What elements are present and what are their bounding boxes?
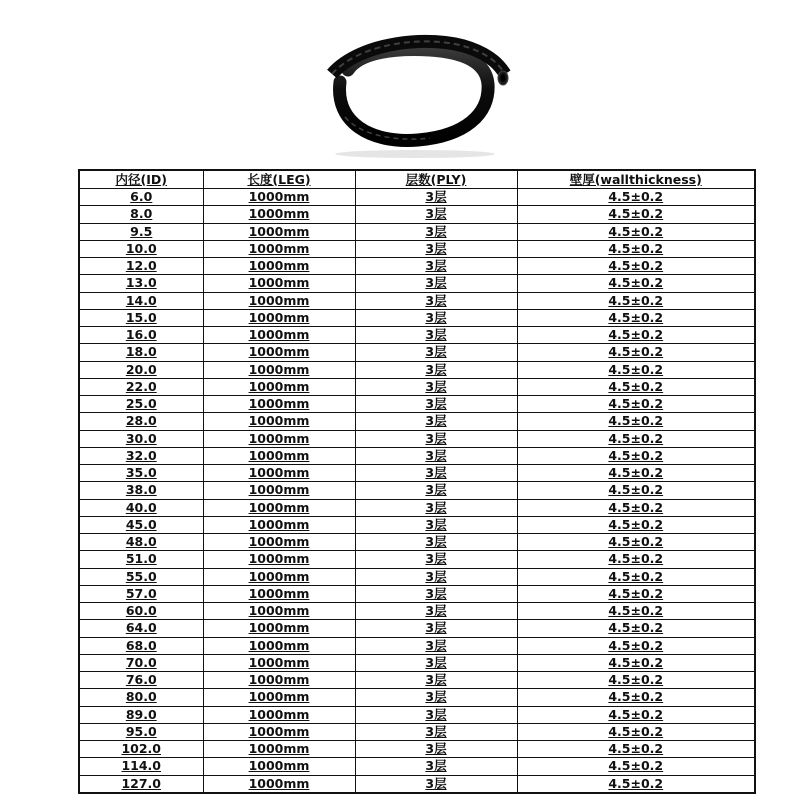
cell-length: 1000mm xyxy=(203,327,355,344)
cell-inner-diameter: 40.0 xyxy=(79,499,203,516)
table-row xyxy=(79,240,755,257)
cell-length: 1000mm xyxy=(203,292,355,309)
cell-inner-diameter: 114.0 xyxy=(79,758,203,775)
cell-ply: 3层 xyxy=(355,292,517,309)
cell-inner-diameter: 57.0 xyxy=(79,585,203,602)
cell-length: 1000mm xyxy=(203,672,355,689)
cell-wall-thickness: 4.5±0.2 xyxy=(517,258,755,275)
cell-wall-thickness: 4.5±0.2 xyxy=(517,465,755,482)
table-row xyxy=(79,603,755,620)
cell-ply: 3层 xyxy=(355,568,517,585)
table-row xyxy=(79,378,755,395)
cell-inner-diameter: 102.0 xyxy=(79,741,203,758)
cell-ply: 3层 xyxy=(355,223,517,240)
cell-inner-diameter: 32.0 xyxy=(79,447,203,464)
cell-length: 1000mm xyxy=(203,465,355,482)
cell-inner-diameter: 55.0 xyxy=(79,568,203,585)
table-row xyxy=(79,223,755,240)
cell-wall-thickness: 4.5±0.2 xyxy=(517,620,755,637)
cell-ply: 3层 xyxy=(355,361,517,378)
cell-length: 1000mm xyxy=(203,344,355,361)
cell-inner-diameter: 68.0 xyxy=(79,637,203,654)
cell-ply: 3层 xyxy=(355,551,517,568)
table-row xyxy=(79,361,755,378)
cell-inner-diameter: 16.0 xyxy=(79,327,203,344)
cell-ply: 3层 xyxy=(355,654,517,671)
table-row xyxy=(79,292,755,309)
cell-length: 1000mm xyxy=(203,240,355,257)
cell-wall-thickness: 4.5±0.2 xyxy=(517,482,755,499)
cell-wall-thickness: 4.5±0.2 xyxy=(517,206,755,223)
cell-ply: 3层 xyxy=(355,758,517,775)
cell-inner-diameter: 48.0 xyxy=(79,534,203,551)
cell-length: 1000mm xyxy=(203,430,355,447)
cell-wall-thickness: 4.5±0.2 xyxy=(517,603,755,620)
cell-wall-thickness: 4.5±0.2 xyxy=(517,240,755,257)
cell-inner-diameter: 89.0 xyxy=(79,706,203,723)
cell-ply: 3层 xyxy=(355,620,517,637)
cell-inner-diameter: 70.0 xyxy=(79,654,203,671)
table-row xyxy=(79,258,755,275)
cell-wall-thickness: 4.5±0.2 xyxy=(517,309,755,326)
cell-inner-diameter: 80.0 xyxy=(79,689,203,706)
table-row xyxy=(79,447,755,464)
cell-length: 1000mm xyxy=(203,447,355,464)
cell-length: 1000mm xyxy=(203,378,355,395)
cell-ply: 3层 xyxy=(355,482,517,499)
cell-length: 1000mm xyxy=(203,620,355,637)
cell-inner-diameter: 15.0 xyxy=(79,309,203,326)
cell-length: 1000mm xyxy=(203,361,355,378)
coiled-hose-icon xyxy=(300,22,520,162)
cell-wall-thickness: 4.5±0.2 xyxy=(517,672,755,689)
cell-ply: 3层 xyxy=(355,637,517,654)
cell-wall-thickness: 4.5±0.2 xyxy=(517,775,755,793)
table-row xyxy=(79,534,755,551)
table-row xyxy=(79,430,755,447)
cell-wall-thickness: 4.5±0.2 xyxy=(517,499,755,516)
cell-ply: 3层 xyxy=(355,206,517,223)
cell-inner-diameter: 30.0 xyxy=(79,430,203,447)
cell-wall-thickness: 4.5±0.2 xyxy=(517,396,755,413)
cell-length: 1000mm xyxy=(203,637,355,654)
cell-length: 1000mm xyxy=(203,482,355,499)
table-header-row xyxy=(79,170,755,189)
table-row xyxy=(79,741,755,758)
table-row xyxy=(79,516,755,533)
cell-ply: 3层 xyxy=(355,706,517,723)
cell-wall-thickness: 4.5±0.2 xyxy=(517,551,755,568)
cell-wall-thickness: 4.5±0.2 xyxy=(517,585,755,602)
cell-length: 1000mm xyxy=(203,706,355,723)
cell-length: 1000mm xyxy=(203,689,355,706)
cell-inner-diameter: 127.0 xyxy=(79,775,203,793)
cell-length: 1000mm xyxy=(203,741,355,758)
cell-ply: 3层 xyxy=(355,430,517,447)
header-ply: 层数(PLY) xyxy=(355,170,517,189)
table-row xyxy=(79,585,755,602)
table-row xyxy=(79,396,755,413)
table-row xyxy=(79,327,755,344)
cell-wall-thickness: 4.5±0.2 xyxy=(517,413,755,430)
table-row xyxy=(79,465,755,482)
table-row xyxy=(79,413,755,430)
cell-ply: 3层 xyxy=(355,499,517,516)
cell-wall-thickness: 4.5±0.2 xyxy=(517,327,755,344)
cell-length: 1000mm xyxy=(203,413,355,430)
header-inner-diameter: 内径(ID) xyxy=(79,170,203,189)
cell-length: 1000mm xyxy=(203,568,355,585)
cell-inner-diameter: 45.0 xyxy=(79,516,203,533)
cell-inner-diameter: 8.0 xyxy=(79,206,203,223)
table-row xyxy=(79,672,755,689)
cell-length: 1000mm xyxy=(203,723,355,740)
table-row xyxy=(79,706,755,723)
cell-ply: 3层 xyxy=(355,723,517,740)
cell-inner-diameter: 95.0 xyxy=(79,723,203,740)
table-row xyxy=(79,723,755,740)
cell-wall-thickness: 4.5±0.2 xyxy=(517,344,755,361)
cell-inner-diameter: 20.0 xyxy=(79,361,203,378)
cell-ply: 3层 xyxy=(355,327,517,344)
cell-inner-diameter: 18.0 xyxy=(79,344,203,361)
cell-length: 1000mm xyxy=(203,534,355,551)
cell-inner-diameter: 38.0 xyxy=(79,482,203,499)
cell-ply: 3层 xyxy=(355,516,517,533)
table-row xyxy=(79,654,755,671)
cell-ply: 3层 xyxy=(355,396,517,413)
cell-length: 1000mm xyxy=(203,223,355,240)
cell-ply: 3层 xyxy=(355,534,517,551)
cell-inner-diameter: 22.0 xyxy=(79,378,203,395)
cell-ply: 3层 xyxy=(355,447,517,464)
cell-length: 1000mm xyxy=(203,758,355,775)
cell-wall-thickness: 4.5±0.2 xyxy=(517,447,755,464)
cell-length: 1000mm xyxy=(203,775,355,793)
cell-inner-diameter: 60.0 xyxy=(79,603,203,620)
cell-length: 1000mm xyxy=(203,603,355,620)
cell-ply: 3层 xyxy=(355,775,517,793)
table-row xyxy=(79,206,755,223)
cell-length: 1000mm xyxy=(203,499,355,516)
cell-inner-diameter: 51.0 xyxy=(79,551,203,568)
cell-ply: 3层 xyxy=(355,240,517,257)
cell-length: 1000mm xyxy=(203,258,355,275)
cell-inner-diameter: 25.0 xyxy=(79,396,203,413)
table-row xyxy=(79,309,755,326)
cell-ply: 3层 xyxy=(355,258,517,275)
cell-ply: 3层 xyxy=(355,465,517,482)
cell-ply: 3层 xyxy=(355,189,517,206)
cell-wall-thickness: 4.5±0.2 xyxy=(517,189,755,206)
cell-inner-diameter: 76.0 xyxy=(79,672,203,689)
table-row xyxy=(79,482,755,499)
spec-table xyxy=(78,169,756,794)
table-row xyxy=(79,637,755,654)
cell-wall-thickness: 4.5±0.2 xyxy=(517,378,755,395)
cell-length: 1000mm xyxy=(203,654,355,671)
cell-inner-diameter: 14.0 xyxy=(79,292,203,309)
cell-ply: 3层 xyxy=(355,741,517,758)
cell-ply: 3层 xyxy=(355,344,517,361)
table-row xyxy=(79,344,755,361)
table-row xyxy=(79,689,755,706)
cell-wall-thickness: 4.5±0.2 xyxy=(517,534,755,551)
table-row xyxy=(79,568,755,585)
table-row xyxy=(79,620,755,637)
table-row xyxy=(79,758,755,775)
header-length: 长度(LEG) xyxy=(203,170,355,189)
table-row xyxy=(79,499,755,516)
table-row xyxy=(79,775,755,793)
table-row xyxy=(79,551,755,568)
cell-inner-diameter: 12.0 xyxy=(79,258,203,275)
cell-wall-thickness: 4.5±0.2 xyxy=(517,741,755,758)
cell-inner-diameter: 28.0 xyxy=(79,413,203,430)
cell-wall-thickness: 4.5±0.2 xyxy=(517,516,755,533)
cell-length: 1000mm xyxy=(203,551,355,568)
cell-ply: 3层 xyxy=(355,672,517,689)
cell-inner-diameter: 13.0 xyxy=(79,275,203,292)
cell-length: 1000mm xyxy=(203,275,355,292)
table-row xyxy=(79,189,755,206)
cell-length: 1000mm xyxy=(203,396,355,413)
cell-wall-thickness: 4.5±0.2 xyxy=(517,430,755,447)
cell-wall-thickness: 4.5±0.2 xyxy=(517,723,755,740)
cell-wall-thickness: 4.5±0.2 xyxy=(517,568,755,585)
cell-wall-thickness: 4.5±0.2 xyxy=(517,361,755,378)
cell-length: 1000mm xyxy=(203,516,355,533)
table-row xyxy=(79,275,755,292)
cell-wall-thickness: 4.5±0.2 xyxy=(517,637,755,654)
cell-wall-thickness: 4.5±0.2 xyxy=(517,275,755,292)
cell-inner-diameter: 35.0 xyxy=(79,465,203,482)
cell-length: 1000mm xyxy=(203,206,355,223)
cell-inner-diameter: 6.0 xyxy=(79,189,203,206)
cell-inner-diameter: 10.0 xyxy=(79,240,203,257)
cell-wall-thickness: 4.5±0.2 xyxy=(517,223,755,240)
cell-ply: 3层 xyxy=(355,585,517,602)
cell-length: 1000mm xyxy=(203,309,355,326)
cell-ply: 3层 xyxy=(355,603,517,620)
cell-ply: 3层 xyxy=(355,689,517,706)
cell-wall-thickness: 4.5±0.2 xyxy=(517,654,755,671)
cell-wall-thickness: 4.5±0.2 xyxy=(517,758,755,775)
cell-wall-thickness: 4.5±0.2 xyxy=(517,689,755,706)
cell-ply: 3层 xyxy=(355,309,517,326)
cell-length: 1000mm xyxy=(203,189,355,206)
cell-wall-thickness: 4.5±0.2 xyxy=(517,292,755,309)
cell-ply: 3层 xyxy=(355,275,517,292)
header-wall-thickness: 壁厚(wallthickness) xyxy=(517,170,755,189)
cell-wall-thickness: 4.5±0.2 xyxy=(517,706,755,723)
cell-inner-diameter: 9.5 xyxy=(79,223,203,240)
cell-inner-diameter: 64.0 xyxy=(79,620,203,637)
cell-length: 1000mm xyxy=(203,585,355,602)
hose-photo xyxy=(300,22,520,162)
cell-ply: 3层 xyxy=(355,413,517,430)
cell-ply: 3层 xyxy=(355,378,517,395)
